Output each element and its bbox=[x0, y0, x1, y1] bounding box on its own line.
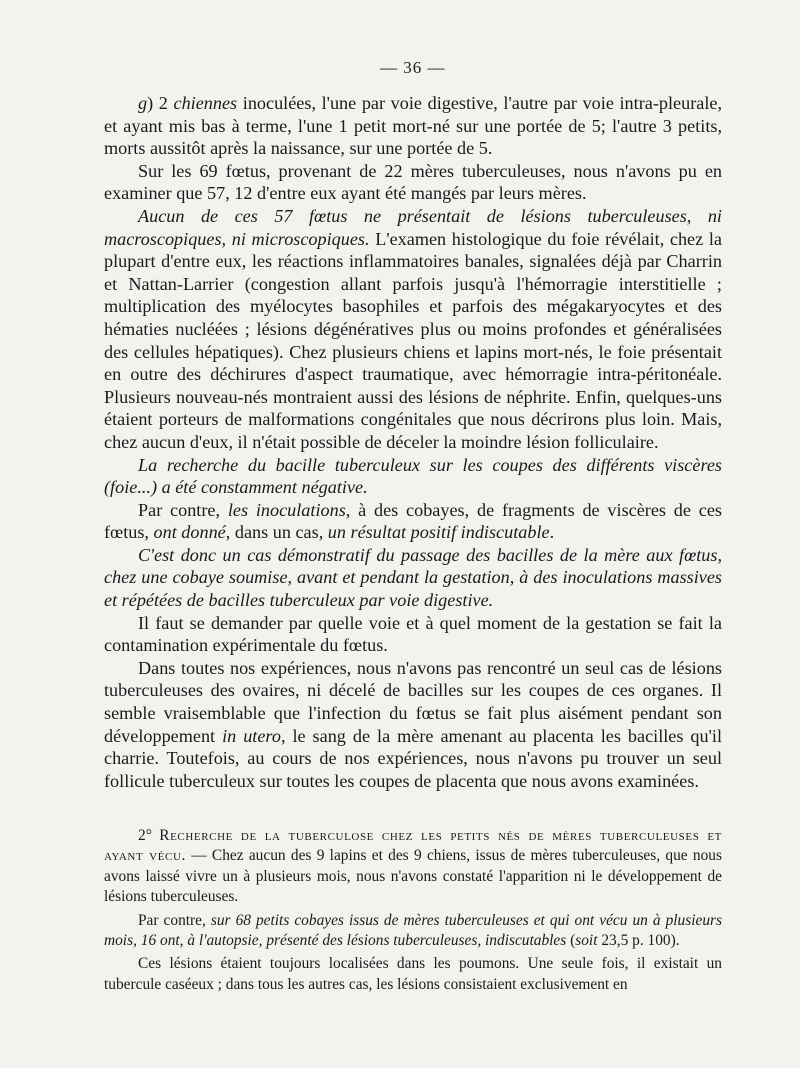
section-2-intro: 2° Recherche de la tuberculose chez les petits nés de mères tuberculeuses et ayant vécu. — Chez aucun des 9 lapins et des 9 chiens, issus de mères tuberculeuses, que nous avons laissé vivre un à plusieurs mois, nous n'avons constaté l'apparition ni le développement de lésions tuberculeuses. bbox=[104, 827, 723, 906]
main-text bbox=[104, 92, 722, 792]
paragraph-ovaires: Dans toutes nos expériences, nous n'avons pas rencontré un seul cas de lésions tuberculeuses des ovaires, ni décelé de bacilles sur les coupes de ces organes. Il semble vraisemblable que l'infection du fœtus se fait plus aisément pendant son développement in utero, le sang de la mère amenant au placenta les bacilles qu'il charrie. Toutefois, au cours de nos expériences, nous n'avons pu trouver un seul follicule tuberculeux sur toutes les coupes de placenta que nous avons examinées. bbox=[104, 657, 723, 791]
section-2-poumons: Ces lésions étaient toujours localisées dans les poumons. Une seule fois, il existait un tubercule caséeux ; dans tous les autres cas, les lésions consistaient exclusivement en bbox=[104, 955, 722, 993]
section-2-heading: Recherche de la tuberculose chez les petits nés de mères tuberculeuses et ayant vécu. bbox=[104, 827, 723, 865]
paragraph-question: Il faut se demander par quelle voie et à quel moment de la gestation se fait la contamination expérimentale du fœtus. bbox=[104, 612, 722, 656]
paragraph-demonstratif: C'est donc un cas démonstratif du passage des bacilles de la mère aux fœtus, chez une cobaye soumise, avant et pendant la gestation, à des inoculations massives et répétées de bacilles tuberculeux par voie digestive. bbox=[104, 544, 722, 611]
section-2 bbox=[104, 826, 722, 995]
paragraph-fetus-count: Sur les 69 fœtus, provenant de 22 mères tuberculeuses, nous n'avons pu en examiner que 57, 12 d'entre eux ayant été mangés par leurs mères. bbox=[104, 160, 722, 204]
paragraph-lesions: Aucun de ces 57 fœtus ne présentait de lésions tuberculeuses, ni macroscopiques, ni microscopiques. L'examen histologique du foie révélait, chez la plupart d'entre eux, les réactions inflammatoires banales, signalées déjà par Charrin et Nattan-Larrier (congestion allant parfois jusqu'à l'hémorragie interstitielle ; multiplication des myélocytes basophiles et parfois des mégakaryocytes et des hématies nucléées ; lésions dégénératives plus ou moins profondes et généralisées des cellules hépatiques). Chez plusieurs chiens et lapins mort-nés, le foie présentait en outre des déchirures d'aspect traumatique, avec hémorragie intra-péritonéale. Plusieurs nouveau-nés montraient aussi des lésions de néphrite. Enfin, quelques-uns étaient porteurs de malformations congénitales que nous décrirons plus loin. Mais, chez aucun d'eux, il n'était possible de déceler la moindre lésion folliculaire. bbox=[104, 205, 722, 452]
paragraph-g: g) 2 chiennes inoculées, l'une par voie digestive, l'autre par voie intra-pleurale, et ayant mis bas à terme, l'une 1 petit mort-né sur une portée de 5; l'autre 3 petits, morts aussitôt après la naissance, sur une portée de 5. bbox=[104, 93, 723, 159]
paragraph-bacille-search: La recherche du bacille tuberculeux sur les coupes des différents viscères (foie...) a été constamment négative. bbox=[104, 454, 722, 498]
section-2-cobayes: Par contre, sur 68 petits cobayes issus de mères tuberculeuses et qui ont vécu un à plusieurs mois, 16 ont, à l'autopsie, présenté des lésions tuberculeuses, indiscutables (soit 23,5 p. 100). bbox=[104, 911, 723, 950]
page-number: — 36 — bbox=[380, 58, 446, 77]
paragraph-inoculations: Par contre, les inoculations, à des cobayes, de fragments de viscères de ces fœtus, ont donné, dans un cas, un résultat positif indiscutable. bbox=[104, 499, 722, 543]
